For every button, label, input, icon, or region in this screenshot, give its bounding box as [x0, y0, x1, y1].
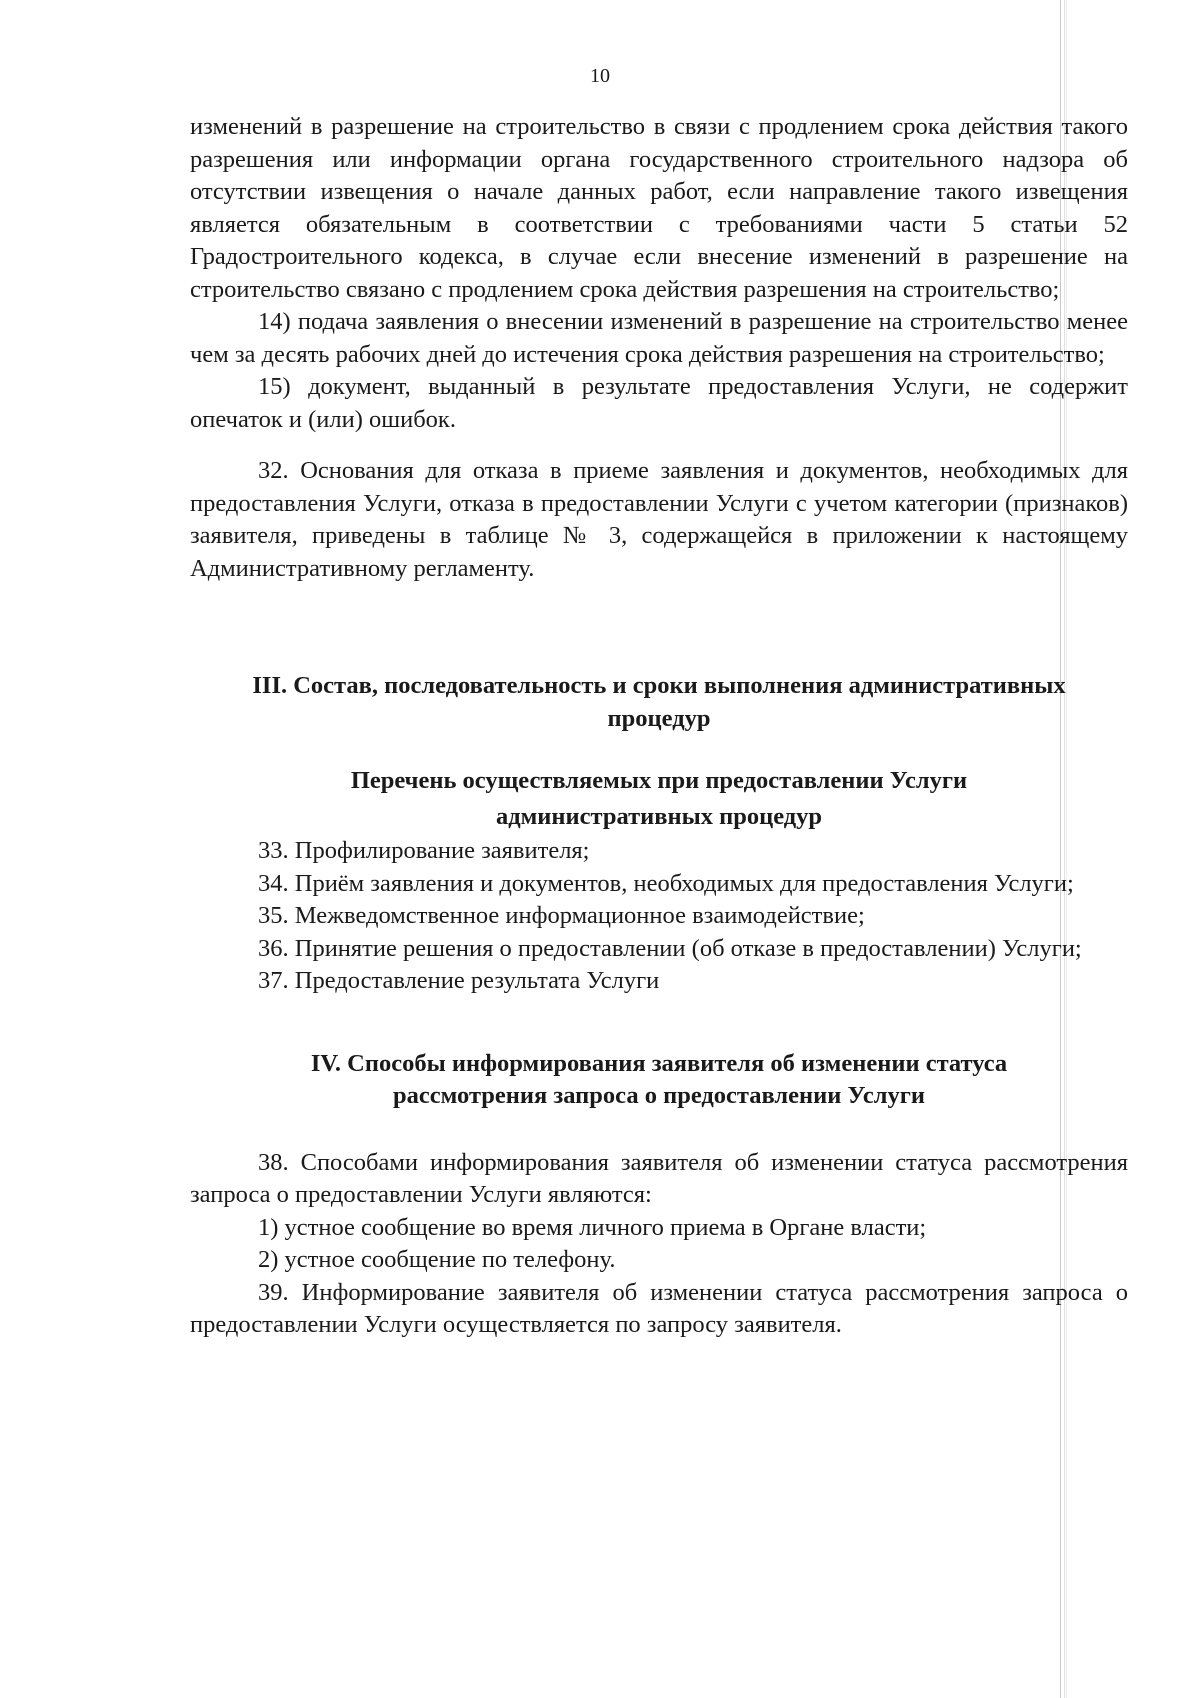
section-3-heading-line: III. Состав, последовательность и сроки выполнения административных — [252, 672, 1066, 699]
section-4-heading-line: рассмотрения запроса о предоставлении Услуги — [393, 1082, 925, 1109]
list-item-1: 1) устное сообщение во время личного приема в Органе власти; — [258, 1213, 927, 1241]
section-3-subheading-line: административных процедур — [495, 803, 823, 830]
section-3-subheading — [190, 763, 1128, 835]
paragraph-continuation: изменений в разрешение на строительство в связи с продлением срока действия такого разрешения или информации органа государственного строительного надзора об отсутствии извещения о начале данных работ, если направление такого извещения является обязательным в соответствии с требованиями части 5 статьи 52 Градостроительного кодекса, в случае если внесение изменений в разрешение на строительство связано с продлением срока действия разрешения на строительство; — [190, 113, 1128, 303]
section-4-heading — [190, 1048, 1128, 1113]
page-number: 10 — [590, 65, 610, 87]
section-3-heading-line: процедур — [607, 704, 711, 732]
paragraph-32: 32. Основания для отказа в приеме заявления и документов, необходимых для предоставления Услуги, отказа в предоставлении Услуги с учетом категории (признаков) заявителя, приведены в таблице № 3, содержащейся в приложении к настоящему Административному регламенту. — [190, 457, 1128, 582]
paragraph-39: 39. Информирование заявителя об изменении статуса рассмотрения запроса о предоставлении Услуги осуществляется по запросу заявителя. — [190, 1278, 1128, 1338]
section-3-subheading-line: Перечень осуществляемых при предоставлении Услуги — [350, 767, 968, 794]
procedure-item-36: 36. Принятие решения о предоставлении (об отказе в предоставлении) Услуги; — [258, 934, 1082, 962]
paragraph-38: 38. Способами информирования заявителя об изменении статуса рассмотрения запроса о предоставлении Услуги являются: — [190, 1148, 1128, 1208]
list-item-2: 2) устное сообщение по телефону. — [258, 1246, 616, 1273]
procedure-item-33: 33. Профилирование заявителя; — [258, 837, 590, 864]
procedure-item-37: 37. Предоставление результата Услуги — [258, 967, 660, 994]
section-4-heading-line: IV. Способы информирования заявителя об изменении статуса — [310, 1049, 1008, 1077]
document-body — [190, 111, 1128, 1342]
procedure-item-35: 35. Межведомственное информационное взаимодействие; — [258, 902, 865, 929]
procedure-item-34: 34. Приём заявления и документов, необходимых для предоставления Услуги; — [258, 869, 1074, 897]
list-item-15: 15) документ, выданный в результате предоставления Услуги, не содержит опечаток и (или) ошибок. — [190, 373, 1128, 433]
list-item-14: 14) подача заявления о внесении изменений в разрешение на строительство менее чем за десять рабочих дней до истечения срока действия разрешения на строительство; — [190, 308, 1128, 368]
section-3-heading — [190, 670, 1128, 735]
